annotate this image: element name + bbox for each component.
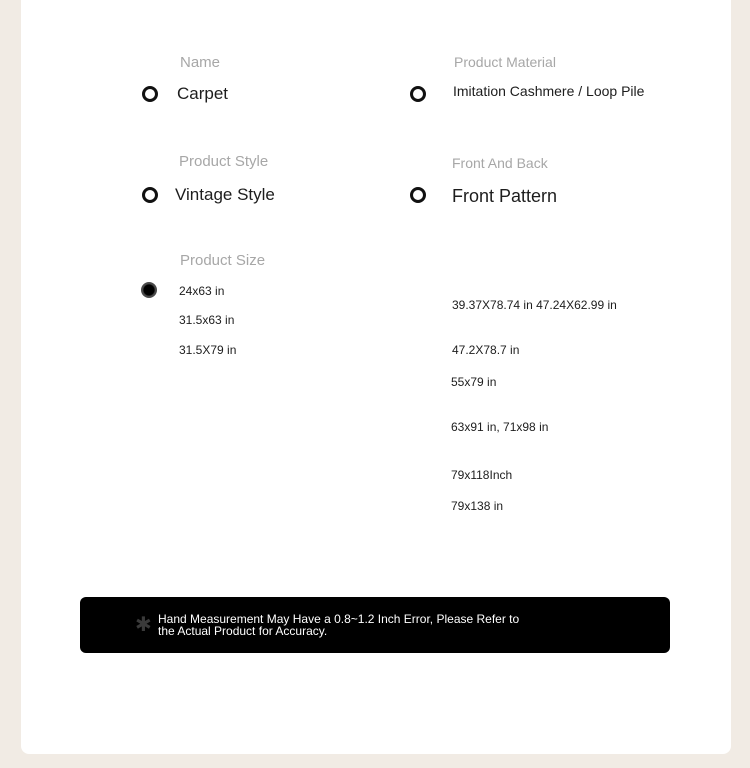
size-item: 47.2X78.7 in [452,343,520,357]
size-item: 63x91 in, 71x98 in [451,420,549,434]
bullet-ring-icon [142,187,158,203]
asterisk-icon: ✱ [135,614,152,636]
size-item: 31.5x63 in [179,313,235,327]
name-label: Name [180,54,221,71]
size-item: 39.37X78.74 in 47.24X62.99 in [452,298,617,312]
front-back-label: Front And Back [452,155,548,171]
bullet-ring-icon [142,86,158,102]
style-label: Product Style [179,153,269,170]
size-item: 79x118Inch [451,468,513,482]
name-value: Carpet [177,84,229,103]
size-item: 31.5X79 in [179,343,237,357]
bullet-ring-icon [410,187,426,203]
size-item: 24x63 in [179,284,225,298]
front-back-value: Front Pattern [452,186,558,206]
bullet-ring-icon [410,86,426,102]
size-label: Product Size [180,252,266,269]
measurement-notice [80,597,670,653]
style-value: Vintage Style [175,185,275,204]
size-item: 79x138 in [451,499,504,513]
material-value: Imitation Cashmere / Loop Pile [453,83,645,99]
material-label: Product Material [454,54,556,70]
bullet-dot-icon [141,282,157,298]
size-item: 55x79 in [451,375,497,389]
notice-text: Hand Measurement May Have a 0.8~1.2 Inch Error, Please Refer to the Actual Product for Accuracy. [158,612,520,638]
